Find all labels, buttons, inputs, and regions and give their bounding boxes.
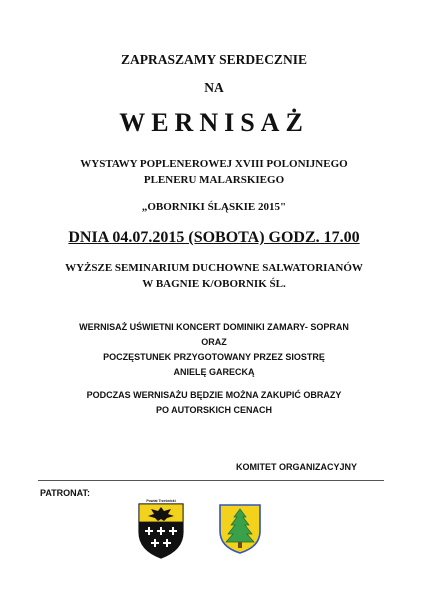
venue-line-2: W BAGNIE K/OBORNIK ŚL. <box>142 278 286 290</box>
event-date: DNIA 04.07.2015 (SOBOTA) GODZ. 17.00 <box>68 229 360 246</box>
exhibition-line-2: PLENERU MALARSKIEGO <box>143 174 285 186</box>
program-line-4: ANIELĘ GARECKĄ <box>173 367 255 377</box>
venue-line-1: WYŻSZE SEMINARIUM DUCHOWNE SALWATORIANÓW <box>65 262 363 274</box>
county-coat-of-arms-icon <box>133 498 189 560</box>
event-title: WERNISAŻ <box>119 108 309 137</box>
na-heading: NA <box>204 80 224 95</box>
crest-left-caption: Powiat Trzebnicki <box>146 499 176 503</box>
spruce-tree-coat-of-arms-icon <box>218 503 262 555</box>
invite-heading: ZAPRASZAMY SERDECZNIE <box>121 52 307 67</box>
organizing-committee: KOMITET ORGANIZACYJNY <box>236 462 358 472</box>
patronage-label: PATRONAT: <box>40 488 90 498</box>
sale-line-1: PODCZAS WERNISAŻU BĘDZIE MOŻNA ZAKUPIĆ OBRAZY <box>86 390 342 400</box>
divider <box>38 480 384 481</box>
exhibition-line-1: WYSTAWY POPLENEROWEJ XVIII POLONIJNEGO <box>80 158 348 170</box>
program-line-2: ORAZ <box>201 337 227 347</box>
program-line-1: WERNISAŻ UŚWIETNI KONCERT DOMINIKI ZAMARY- SOPRAN <box>79 322 349 332</box>
exhibition-quote: „OBORNIKI ŚLĄSKIE 2015" <box>141 201 287 213</box>
sale-line-2: PO AUTORSKICH CENACH <box>155 405 272 415</box>
program-line-3: POCZĘSTUNEK PRZYGOTOWANY PRZEZ SIOSTRĘ <box>103 352 325 362</box>
